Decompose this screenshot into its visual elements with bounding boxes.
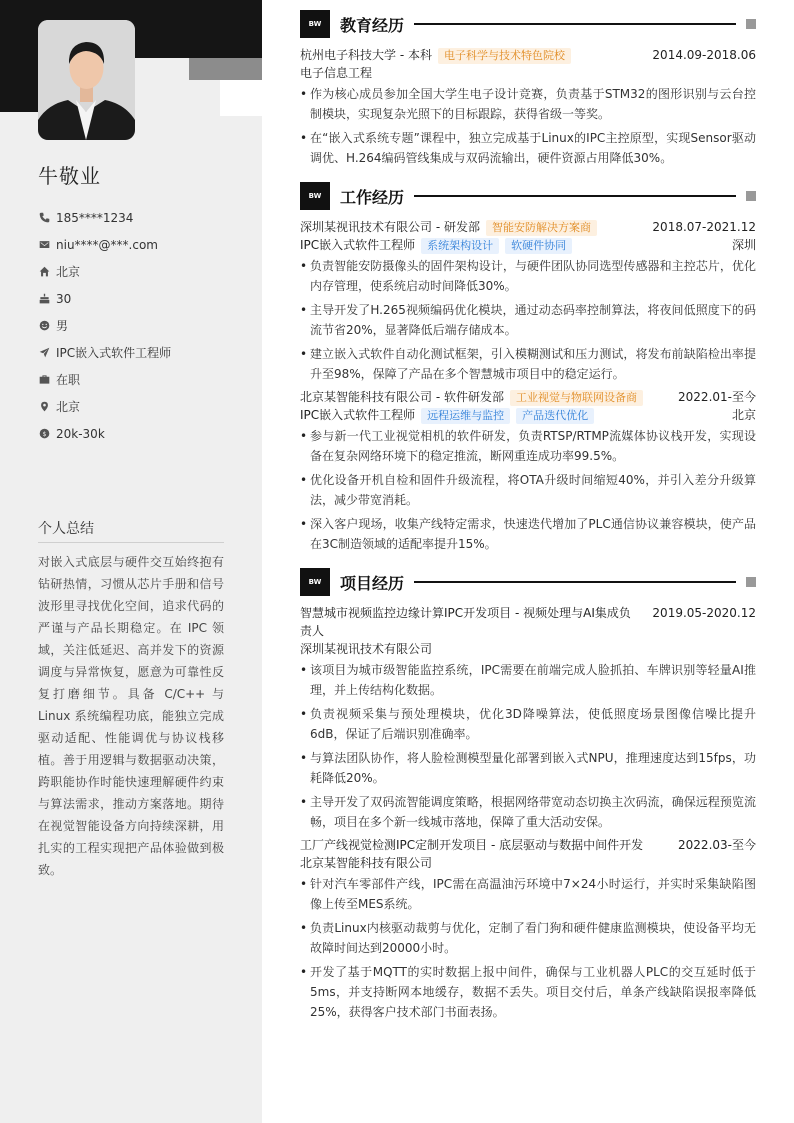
major-name: 电子信息工程 (300, 66, 373, 80)
company-tag: 工业视觉与物联网设备商 (510, 390, 643, 406)
list-item: • 作为核心成员参加全国大学生电子设计竞赛，负责基于STM32的图形识别与云台控制模块，实现复杂光照下的目标跟踪，获得省级一等奖。 (300, 84, 756, 124)
job-bullets (300, 426, 756, 554)
skill-tag: 系统架构设计 (421, 238, 499, 254)
send-icon (38, 347, 50, 359)
project-company: 北京某智能科技有限公司 (300, 856, 433, 870)
list-item: • 主导开发了H.265视频编码优化模块，通过动态码率控制算法，将夜间低照度下的码流节省20%，显著降低后端存储成本。 (300, 300, 756, 340)
info-email-text: niu****@***.com (56, 237, 158, 252)
info-location-text: 北京 (56, 400, 81, 414)
list-item: • 该项目为城市级智能监控系统，IPC需要在前端完成人脸抓拍、车牌识别等轻量AI推理，并上传结构化数据。 (300, 660, 756, 700)
school-tag: 电子科学与技术特色院校 (438, 48, 571, 64)
project-company: 深圳某视讯技术有限公司 (300, 642, 433, 656)
job-date: 2018.07-2021.12 (652, 220, 756, 234)
list-item: • 在“嵌入式系统专题”课程中，独立完成基于Linux的IPC主控原型，实现Sensor驱动调优、H.264编码管线集成与双码流输出，硬件资源占用降低30%。 (300, 128, 756, 168)
info-status-text: 在职 (56, 373, 81, 387)
info-gender (38, 312, 238, 339)
home-icon (38, 266, 50, 278)
mail-icon (38, 239, 50, 251)
section-logo: BW (300, 10, 330, 38)
job-bullets (300, 256, 756, 384)
info-email (38, 231, 238, 258)
info-age (38, 285, 238, 312)
school-name: 杭州电子科技大学 - 本科 (300, 48, 432, 62)
personal-summary (38, 518, 224, 881)
section-divider (414, 23, 736, 25)
info-salary-text: 20k-30k (56, 426, 105, 441)
company-name: 深圳某视讯技术有限公司 - 研发部 (300, 220, 480, 234)
education-title: 教育经历 (340, 15, 405, 35)
briefcase-icon (38, 374, 50, 386)
job-date: 2022.01-至今 (678, 390, 756, 404)
info-age-text: 30 (56, 291, 72, 306)
projects-header (300, 568, 756, 596)
project-date: 2019.05-2020.12 (652, 606, 756, 620)
list-item: • 与算法团队协作，将人脸检测模型量化部署到嵌入式NPU，推理速度达到15fps，功耗降低20%。 (300, 748, 756, 788)
work-header (300, 182, 756, 210)
work-title: 工作经历 (340, 187, 405, 207)
list-item: • 负责智能安防摄像头的固件架构设计，与硬件团队协同选型传感器和主控芯片，优化内存管理，使系统启动时间降低30%。 (300, 256, 756, 296)
info-salary (38, 420, 238, 447)
person-icon (38, 320, 50, 332)
section-square (746, 191, 756, 201)
summary-text: 对嵌入式底层与硬件交互始终抱有钻研热情，习惯从芯片手册和信号波形里寻找优化空间，追求代码的严谨与产品长期稳定。在 IPC 领域，关注低延迟、高并发下的资源调度与异常恢复，愿意为可靠性反复打磨细节。具备 C/C++ 与 Linux 系统编程功底，能独立完成驱动适配、性能调优与协议栈移植。善于用逻辑与数据驱动决策，跨职能协作时能快速理解硬件约束与算法需求，推动方案落地。期待在视觉智能设备方向持续深耕，用扎实的工程实现把产品体验做到极致。 (38, 555, 224, 877)
work-section (300, 182, 756, 554)
svg-text:$: $ (42, 430, 46, 438)
education-header (300, 10, 756, 38)
list-item: • 建立嵌入式软件自动化测试框架，引入模糊测试和压力测试，将发布前缺陷检出率提升至98%，保障了产品在多个智慧城市项目中的稳定运行。 (300, 344, 756, 384)
project-entry (300, 604, 756, 832)
project-name: 工厂产线视觉检测IPC定制开发项目 - 底层驱动与数据中间件开发 (300, 838, 644, 852)
project-name: 智慧城市视频监控边缘计算IPC开发项目 - 视频处理与AI集成负责人 (300, 606, 631, 638)
list-item: • 深入客户现场，收集产线特定需求，快速迭代增加了PLC通信协议兼容模块，使产品在3C制造领域的适配率提升15%。 (300, 514, 756, 554)
job-position: IPC嵌入式软件工程师 (300, 238, 416, 252)
project-bullets (300, 874, 756, 1022)
location-icon (38, 401, 50, 413)
list-item: • 负责视频采集与预处理模块，优化3D降噪算法，使低照度场景图像信噪比提升6dB，保证了后端识别准确率。 (300, 704, 756, 744)
cake-icon (38, 293, 50, 305)
skill-tag: 远程运维与监控 (421, 408, 510, 424)
section-logo: BW (300, 568, 330, 596)
section-divider (414, 581, 736, 583)
list-item: • 开发了基于MQTT的实时数据上报中间件，确保与工业机器人PLC的交互延时低于5ms，并支持断网本地缓存，数据不丢失。项目交付后，单条产线缺陷误报率降低25%，获得客户技术部门书面表扬。 (300, 962, 756, 1022)
company-name: 北京某智能科技有限公司 - 软件研发部 (300, 390, 504, 404)
contact-info (38, 204, 238, 447)
info-phone-text: 185****1234 (56, 210, 134, 225)
project-bullets (300, 660, 756, 832)
header-gray-block (189, 58, 262, 80)
sidebar (0, 0, 262, 1123)
job-entry (300, 218, 756, 384)
skill-tag: 软硬件协同 (505, 238, 572, 254)
info-gender-text: 男 (56, 319, 69, 333)
job-city: 北京 (731, 408, 756, 422)
list-item: • 主导开发了双码流智能调度策略，根据网络带宽动态切换主次码流，确保远程预览流畅，项目在多个新一线城市落地，保障了重大活动安保。 (300, 792, 756, 832)
section-square (746, 577, 756, 587)
main-content (300, 10, 756, 1036)
info-position-text: IPC嵌入式软件工程师 (56, 346, 172, 360)
candidate-name: 牛敬业 (38, 164, 101, 188)
info-status (38, 366, 238, 393)
education-entry (300, 46, 756, 168)
summary-title: 个人总结 (38, 518, 224, 543)
info-home-text: 北京 (56, 265, 81, 279)
education-section (300, 10, 756, 168)
list-item: • 负责Linux内核驱动裁剪与优化，定制了看门狗和硬件健康监测模块，使设备平均无故障时间达到20000小时。 (300, 918, 756, 958)
money-icon (38, 428, 50, 440)
project-date: 2022.03-至今 (678, 838, 756, 852)
section-square (746, 19, 756, 29)
section-divider (414, 195, 736, 197)
info-position (38, 339, 238, 366)
company-tag: 智能安防解决方案商 (486, 220, 597, 236)
education-date: 2014.09-2018.06 (652, 48, 756, 62)
education-bullets (300, 84, 756, 168)
list-item: • 参与新一代工业视觉相机的软件研发，负责RTSP/RTMP流媒体协议栈开发，实现设备在复杂网络环境下的稳定推流，断网重连成功率99.5%。 (300, 426, 756, 466)
phone-icon (38, 212, 50, 224)
info-home (38, 258, 238, 285)
avatar-photo (38, 20, 135, 140)
list-item: • 优化设备开机自检和固件升级流程，将OTA升级时间缩短40%，并引入差分升级算法，减少带宽消耗。 (300, 470, 756, 510)
info-location (38, 393, 238, 420)
job-entry (300, 388, 756, 554)
projects-title: 项目经历 (340, 573, 405, 593)
info-phone (38, 204, 238, 231)
job-position: IPC嵌入式软件工程师 (300, 408, 416, 422)
job-city: 深圳 (731, 238, 756, 252)
project-entry (300, 836, 756, 1022)
projects-section (300, 568, 756, 1022)
skill-tag: 产品迭代优化 (516, 408, 594, 424)
list-item: • 针对汽车零部件产线，IPC需在高温油污环境中7×24小时运行，并实时采集缺陷图像上传至MES系统。 (300, 874, 756, 914)
section-logo: BW (300, 182, 330, 210)
